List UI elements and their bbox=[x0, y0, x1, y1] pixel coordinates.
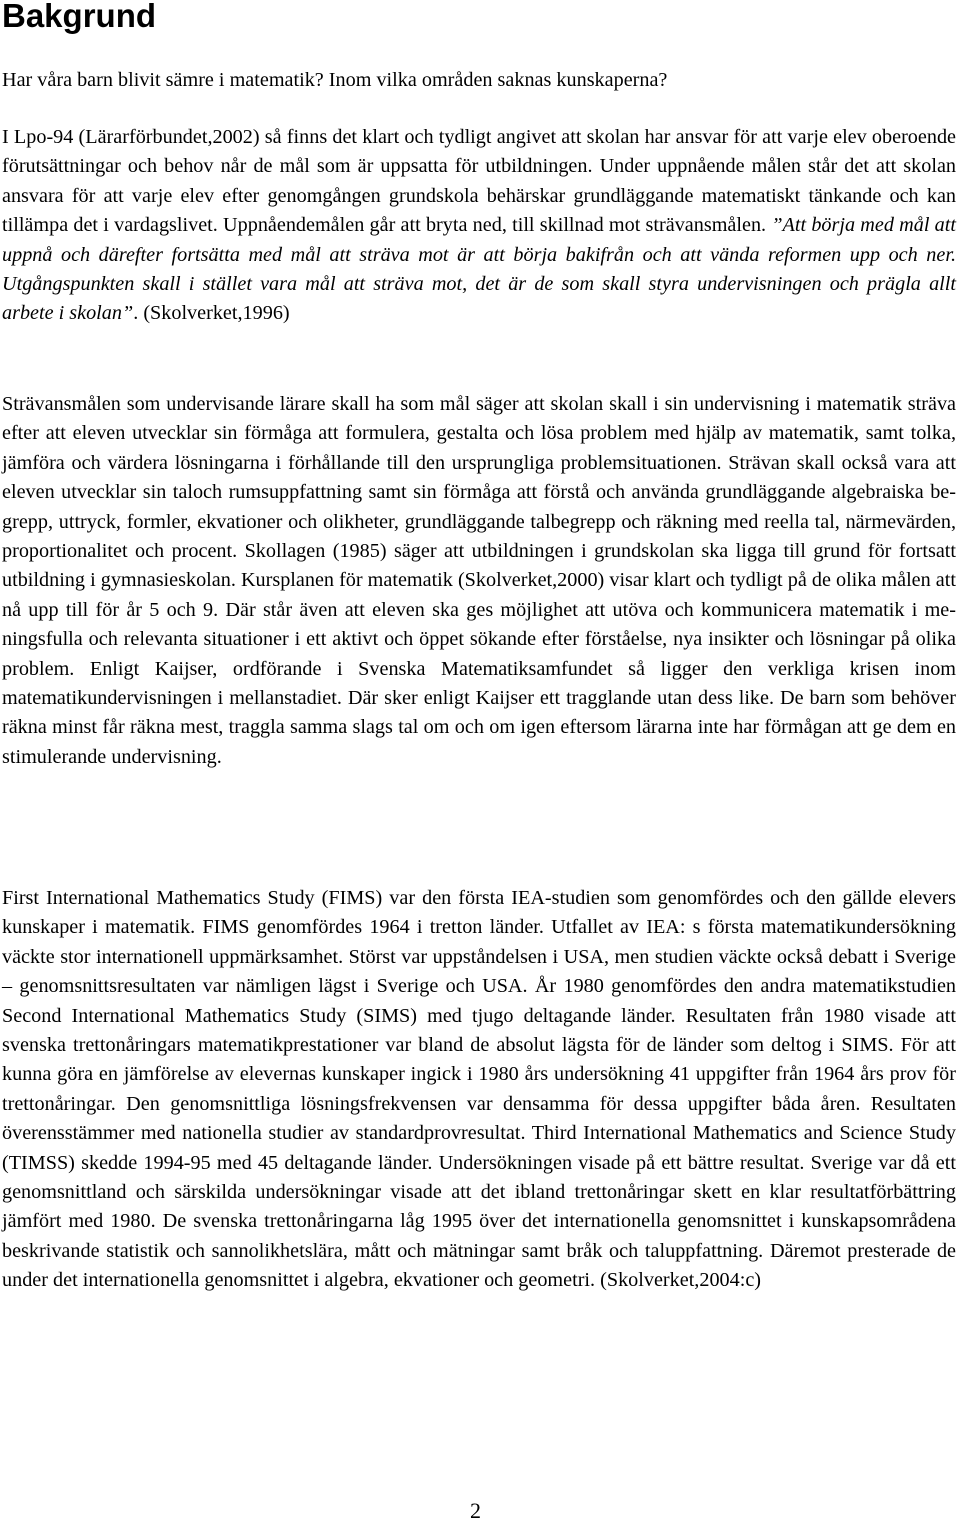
intro-paragraph: Har våra barn blivit sämre i matematik? Inom vilka områden saknas kunskaperna? bbox=[2, 69, 668, 91]
section-heading: Bakgrund bbox=[2, 0, 157, 34]
lpo-paragraph bbox=[2, 123, 956, 329]
fims-paragraph: First International Mathematics Study (FIMS) var den första IEA-studien som genomfördes och den gällde elevers kunskaper i matematik. FIMS genomfördes 1964 i tretton länder. Utfallet av IEA: s första matematikundersökning väckte stor internationell uppmärksamhet. Störst var uppståndelsen i USA, men studien väckte också debatt i Sverige – genomsnittsresultaten var nämligen lägst i Sverige och USA. År 1980 genomfördes den andra matematikstudien Second International Mathematics Study (SIMS) med tjugo deltagande länder. Resultaten från 1980 visade att svenska trettonåringars matematikprestationer var bland de absolut lägsta för de länder som deltog i SIMS. För att kunna göra en jämförelse av elevernas kunskaper ingick i 1980 års undersökning 41 uppgifter från 1964 års prov för trettonåringar. Den genomsnittliga lösningsfrekvensen var densamma för dessa uppgifter båda åren. Resultaten överensstämmer med nationella studier av standardprovresultat. Third International Mathematics and Science Study (TIMSS) skedde 1994-95 med 45 deltagande länder. Undersökningen visade på ett bättre resultat. Sverige var då ett genomsnittland och särskilda undersökningar visade att det ibland trettonåringar skett en klar resultatförbättring jämfört med 1980. De svenska trettonåringarna låg 1995 över det internationella genomsnittet i kunskapsområdena beskrivande statistik och sannolikhetslära, mått och mätningar samt bråk och taluppfattning. Däremot presterade de under det internationella genomsnittet i algebra, ekvationer och geometri. (Skolverket,2004:c) bbox=[2, 887, 956, 1292]
lpo-quote: ”Att börja med mål att uppnå och därefter fortsätta med mål att sträva mot är att börja bakifrån och att vända reformen upp och ner. Utgångspunkten skall i stället vara mål att sträva mot, det är de som skall styra undervisningen och prägla allt arbete i skolan” bbox=[2, 214, 956, 325]
page-number: 2 bbox=[470, 1498, 481, 1523]
stravansmal-paragraph: Strävansmålen som undervisande lärare skall ha som mål säger att skolan skall i sin undervisning i matematik sträva efter att eleven utvecklar sin förmåga att formulera, gestalta och lösa problem med hjälp av matematik, samt tolka, jämföra och värdera lösningarna i förhållande till den ursprungliga problemsituationen. Strävan skall också vara att eleven utvecklar sin taloch rumsuppfattning samt sin förmåga att förstå och använda grundläggande algebraiska begrepp, uttryck, formler, ekvationer och olikheter, grundläggande talbegrepp och räkning med reella tal, närmevärden, proportionalitet och procent. Skollagen (1985) säger att utbildningen i grundskolan ska ligga till grund för fortsatt utbildning i gymnasieskolan. Kursplanen för matematik (Skolverket,2000) visar klart och tydligt på de olika målen att nå upp till för år 5 och 9. Där står även att eleven ska ges möjlighet att utöva och kommunicera matematik i meningsfulla och relevanta situationer i ett aktivt och öppet sökande efter förståelse, nya insikter och lösningar på olika problem. Enligt Kaijser, ordförande i Svenska Matematiksamfundet så ligger den verkliga krisen inom matematikundervisningen i mellanstadiet. Där sker enligt Kaijser ett tragglande utan dess like. De barn som behöver räkna minst får räkna mest, traggla samma slags tal om och om igen eftersom lärarna inte har förmågan att ge dem en stimulerande undervisning. bbox=[2, 393, 956, 768]
lpo-paragraph-text: I Lpo-94 (Lärarförbundet,2002) så finns det klart och tydligt angivet att skolan har ansvar för att varje elev oberoende förutsättningar och behov når de mål som är uppsatta för utbildningen. Under uppnående målen står det att skolan ansvara för att varje elev efter genomgången grundskola behärskar grundläggande matematiskt tänkande och kan tillämpa det i vardagslivet. Uppnåendemålen går att bryta ned, till skillnad mot strävansmålen. bbox=[2, 126, 956, 237]
lpo-citation: . (Skolverket,1996) bbox=[133, 302, 290, 325]
